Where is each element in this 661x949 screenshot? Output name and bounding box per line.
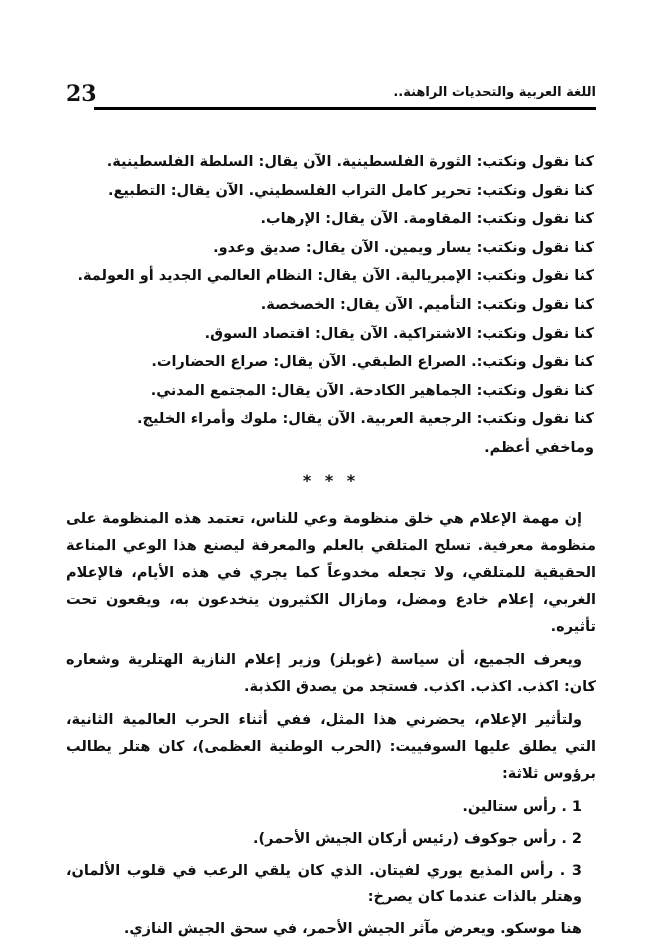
list-item: 2 . رأس جوكوف (رئيس أركان الجيش الأحمر).	[253, 830, 582, 847]
list-item: 1 . رأس ستالين.	[462, 798, 582, 815]
paragraph: إن مهمة الإعلام هي خلق منظومة وعي للناس، تعتمد هذه المنظومة على منظومة معرفية. تسلح المتلقي بالعلم والمعرفة ليصنع هذا الوعي المناعة الحقيقية للمتلقي، ولا تجعله مخدوعاً كما يجري في هذه الأيام، فالإعلام الغربي، إعلام خادع ومضل، ومازال الكثيرون ينخدعون به، ويقعون تحت تأثيره.	[66, 510, 596, 635]
header-rule	[94, 107, 596, 110]
page-number: 23	[66, 81, 97, 107]
slogan-ending: وماخفي أعظم.	[484, 439, 594, 456]
slogan-line: كنا نقول ونكتب: التأميم. الآن يقال: الخصخصة.	[260, 296, 594, 313]
slogan-list	[66, 148, 596, 462]
paragraph: ويعرف الجميع، أن سياسة (غوبلز) وزير إعلام النازية الهتلرية وشعاره كان: اكذب. اكذب. اكذب. فستجد من يصدق الكذبة.	[66, 651, 596, 695]
slogan-line: كنا نقول ونكتب:. الصراع الطبقي. الآن يقال: صراع الحضارات.	[151, 354, 594, 371]
paragraph: ولتأثير الإعلام، يحضرني هذا المثل، ففي أثناء الحرب العالمية الثانية، التي يطلق عليها السوفييت: (الحرب الوطنية العظمى)، كان هتلر يطالب برؤوس ثلاثة:	[66, 711, 596, 782]
list-item: 3 . رأس المذيع يوري لفيتان. الذي كان يلقي الرعب في قلوب الألمان، وهتلر بالذات عندما كان يصرخ:	[66, 862, 582, 905]
slogan-line: كنا نقول ونكتب: الرجعية العربية. الآن يقال: ملوك وأمراء الخليج.	[137, 411, 594, 428]
slogan-line: كنا نقول ونكتب: الجماهير الكادحة. الآن يقال: المجتمع المدني.	[150, 382, 594, 399]
page-header	[66, 80, 596, 110]
slogan-line: كنا نقول ونكتب: المقاومة. الآن يقال: الإرهاب.	[260, 211, 594, 228]
running-title: اللغة العربية والتحديات الراهنة..	[393, 85, 596, 100]
page-body	[66, 148, 596, 949]
slogan-line: كنا نقول ونكتب: الاشتراكية. الآن يقال: اقتصاد السوق.	[204, 325, 594, 342]
slogan-line: كنا نقول ونكتب: تحرير كامل التراب الفلسطيني. الآن يقال: التطبيع.	[107, 182, 594, 199]
section-separator: * * *	[302, 470, 360, 490]
slogan-line: كنا نقول ونكتب: الإمبريالية. الآن يقال: النظام العالمي الجديد أو العولمة.	[77, 268, 594, 285]
slogan-line: كنا نقول ونكتب: يسار ويمين. الآن يقال: صديق وعدو.	[213, 239, 594, 256]
slogan-line: كنا نقول ونكتب: الثورة الفلسطينية. الآن يقال: السلطة الفلسطينية.	[106, 154, 594, 170]
closing-line: هنا موسكو. ويعرض مآثر الجيش الأحمر، في سحق الجيش النازي.	[123, 920, 582, 937]
